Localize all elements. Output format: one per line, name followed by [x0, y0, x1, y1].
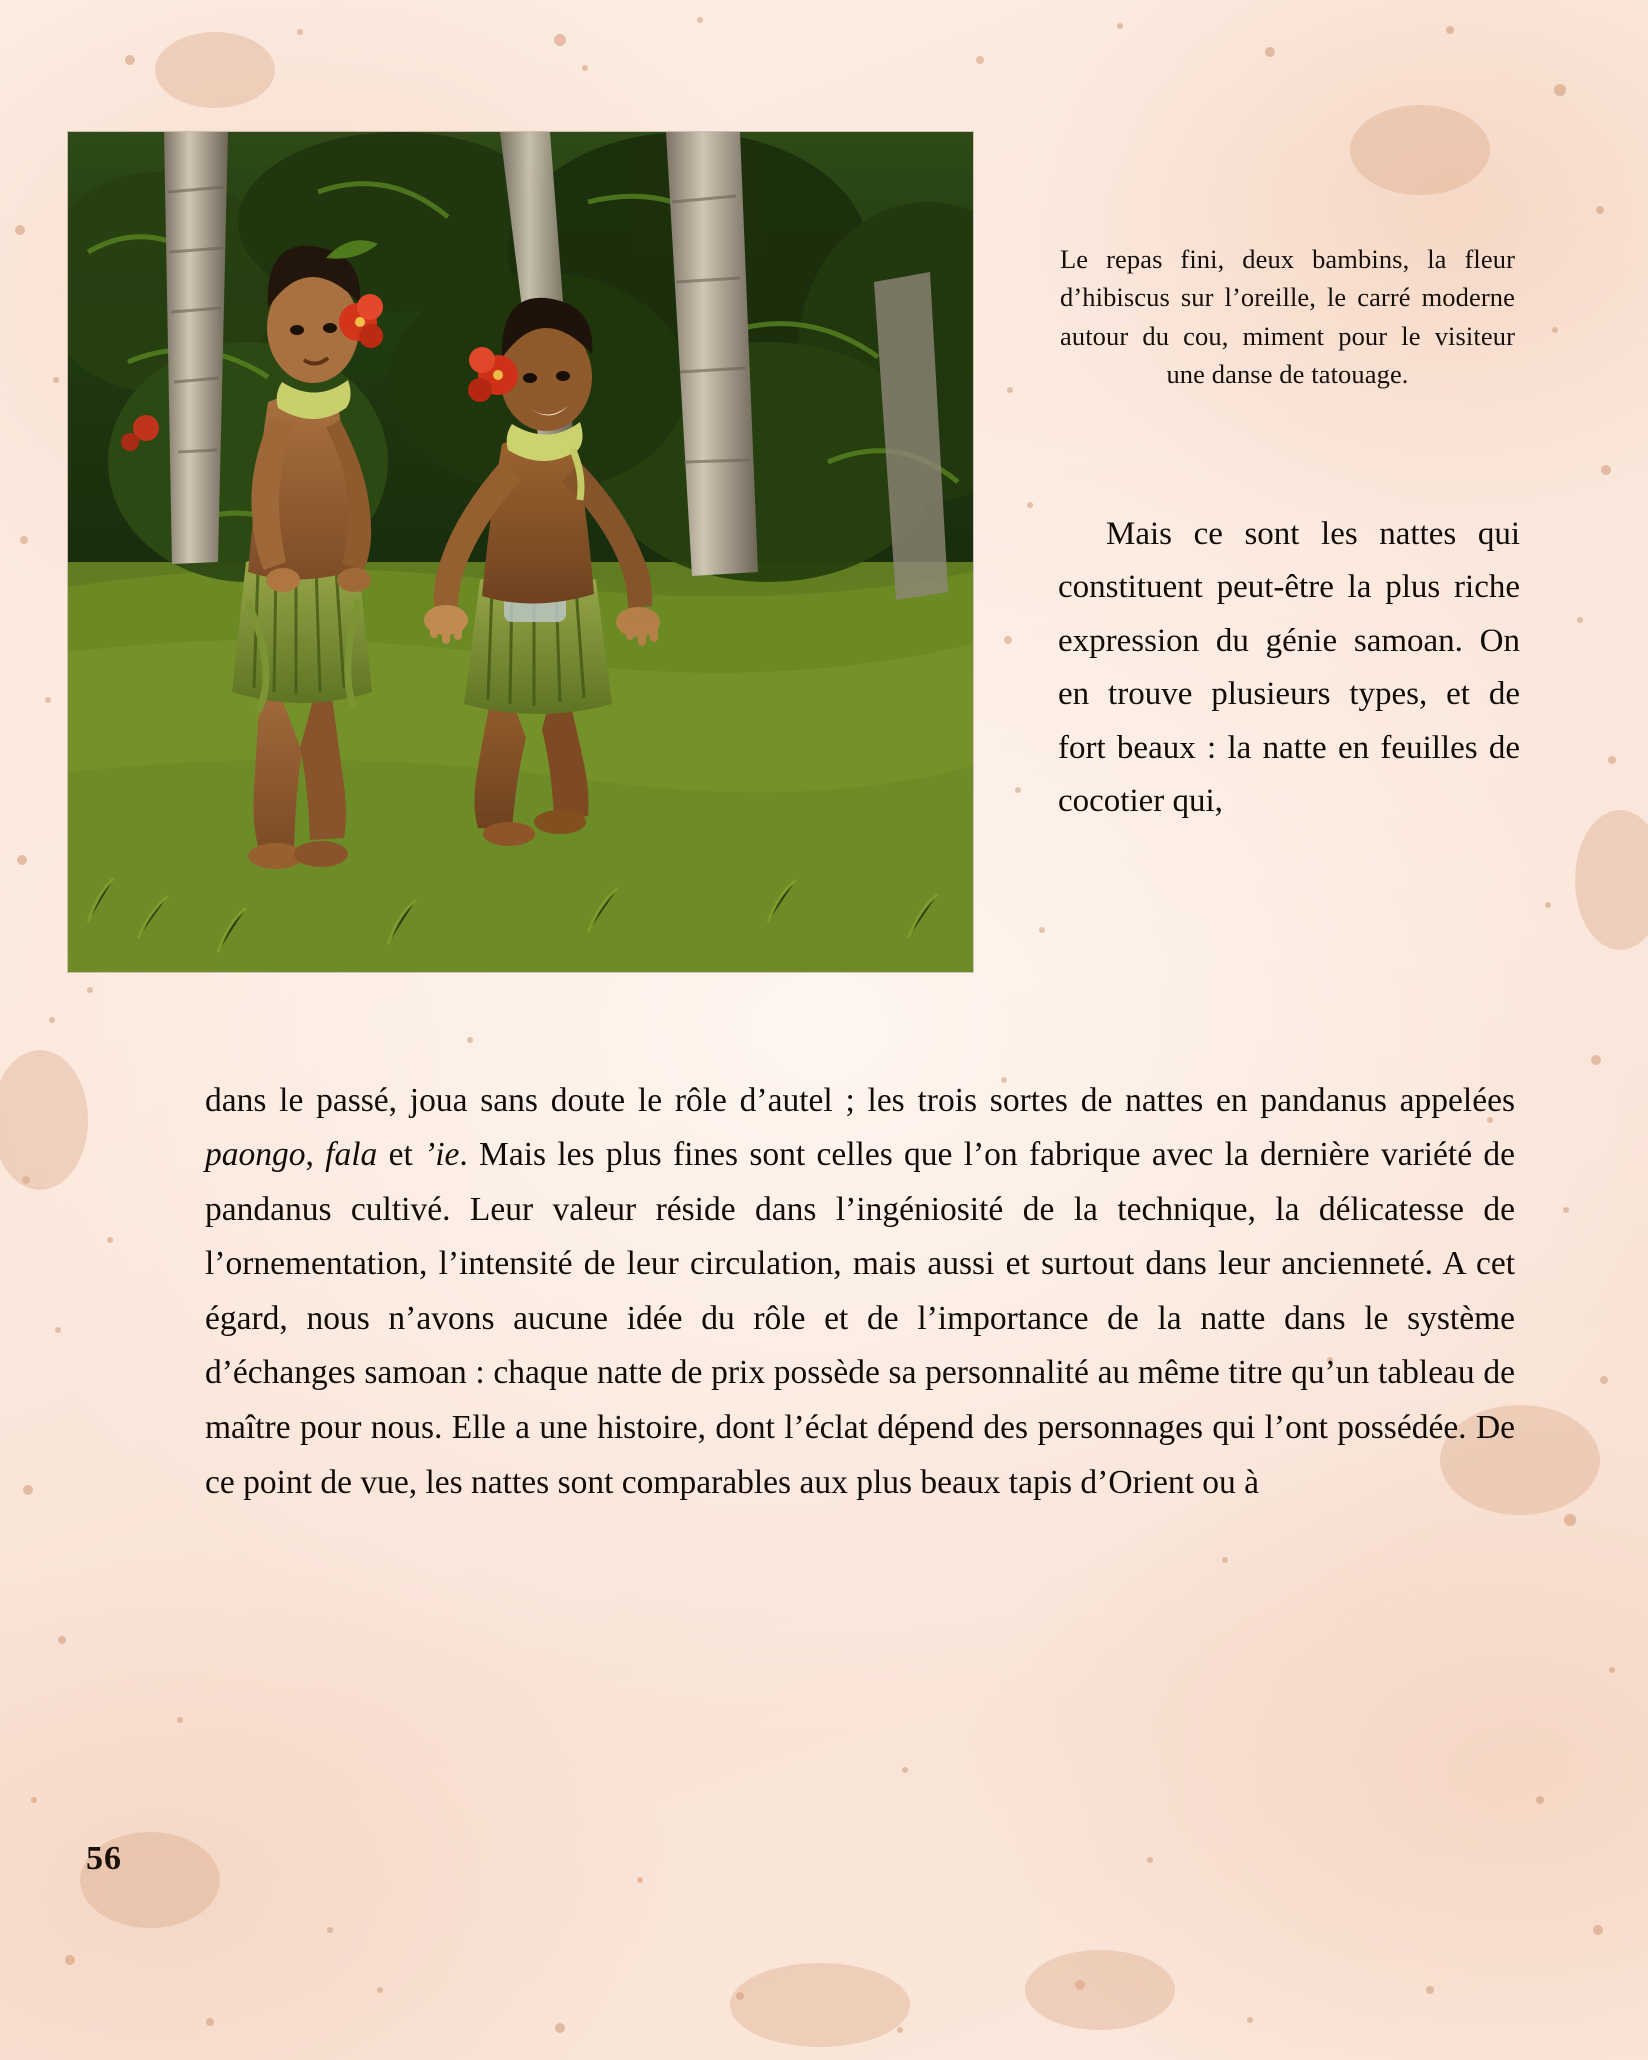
body-part-4: . Mais les plus fines sont celles que l’on fabrique avec la dernière variété de pandanus cultivé. Leur valeur réside dans l’ingéniosité de la technique, la délicatesse de l’ornementation, l’intensité de leur circulation, mais aussi et surtout dans leur ancienneté. A cet égard, nous n’avons aucune idée du rôle et de l’importance de la natte dans le système d’échanges samoan : chaque natte de prix possède sa personnalité au même titre qu’un tableau de maître pour nous. Elle a une histoire, dont l’éclat dépend des personnages qui l’ont possédée. De ce point de vue, les nattes sont comparables aux plus beaux tapis d’Orient ou à	[205, 1136, 1515, 1501]
body-paragraph	[205, 1074, 1515, 1511]
body-part-3: et	[377, 1136, 425, 1174]
term-ie: ’ie	[424, 1136, 460, 1174]
photograph	[68, 132, 973, 972]
page-number: 56	[86, 1840, 122, 1877]
term-fala: fala	[325, 1136, 378, 1174]
photo-caption: Le repas fini, deux bambins, la fleur d’hibiscus sur l’oreille, le carré moderne autour du cou, miment pour le visiteur une danse de tatouage.	[1060, 244, 1515, 390]
body-part-1: dans le passé, joua sans doute le rôle d’autel ; les trois sortes de nattes en pandanus appelées	[205, 1081, 1515, 1119]
column-paragraph: Mais ce sont les nattes qui constituent peut-être la plus riche expression du génie samoan. On en trouve plusieurs types, et de fort beaux : la natte en feuilles de cocotier qui,	[1058, 516, 1520, 820]
body-part-2: ,	[305, 1136, 326, 1174]
term-paongo: paongo	[205, 1136, 306, 1174]
